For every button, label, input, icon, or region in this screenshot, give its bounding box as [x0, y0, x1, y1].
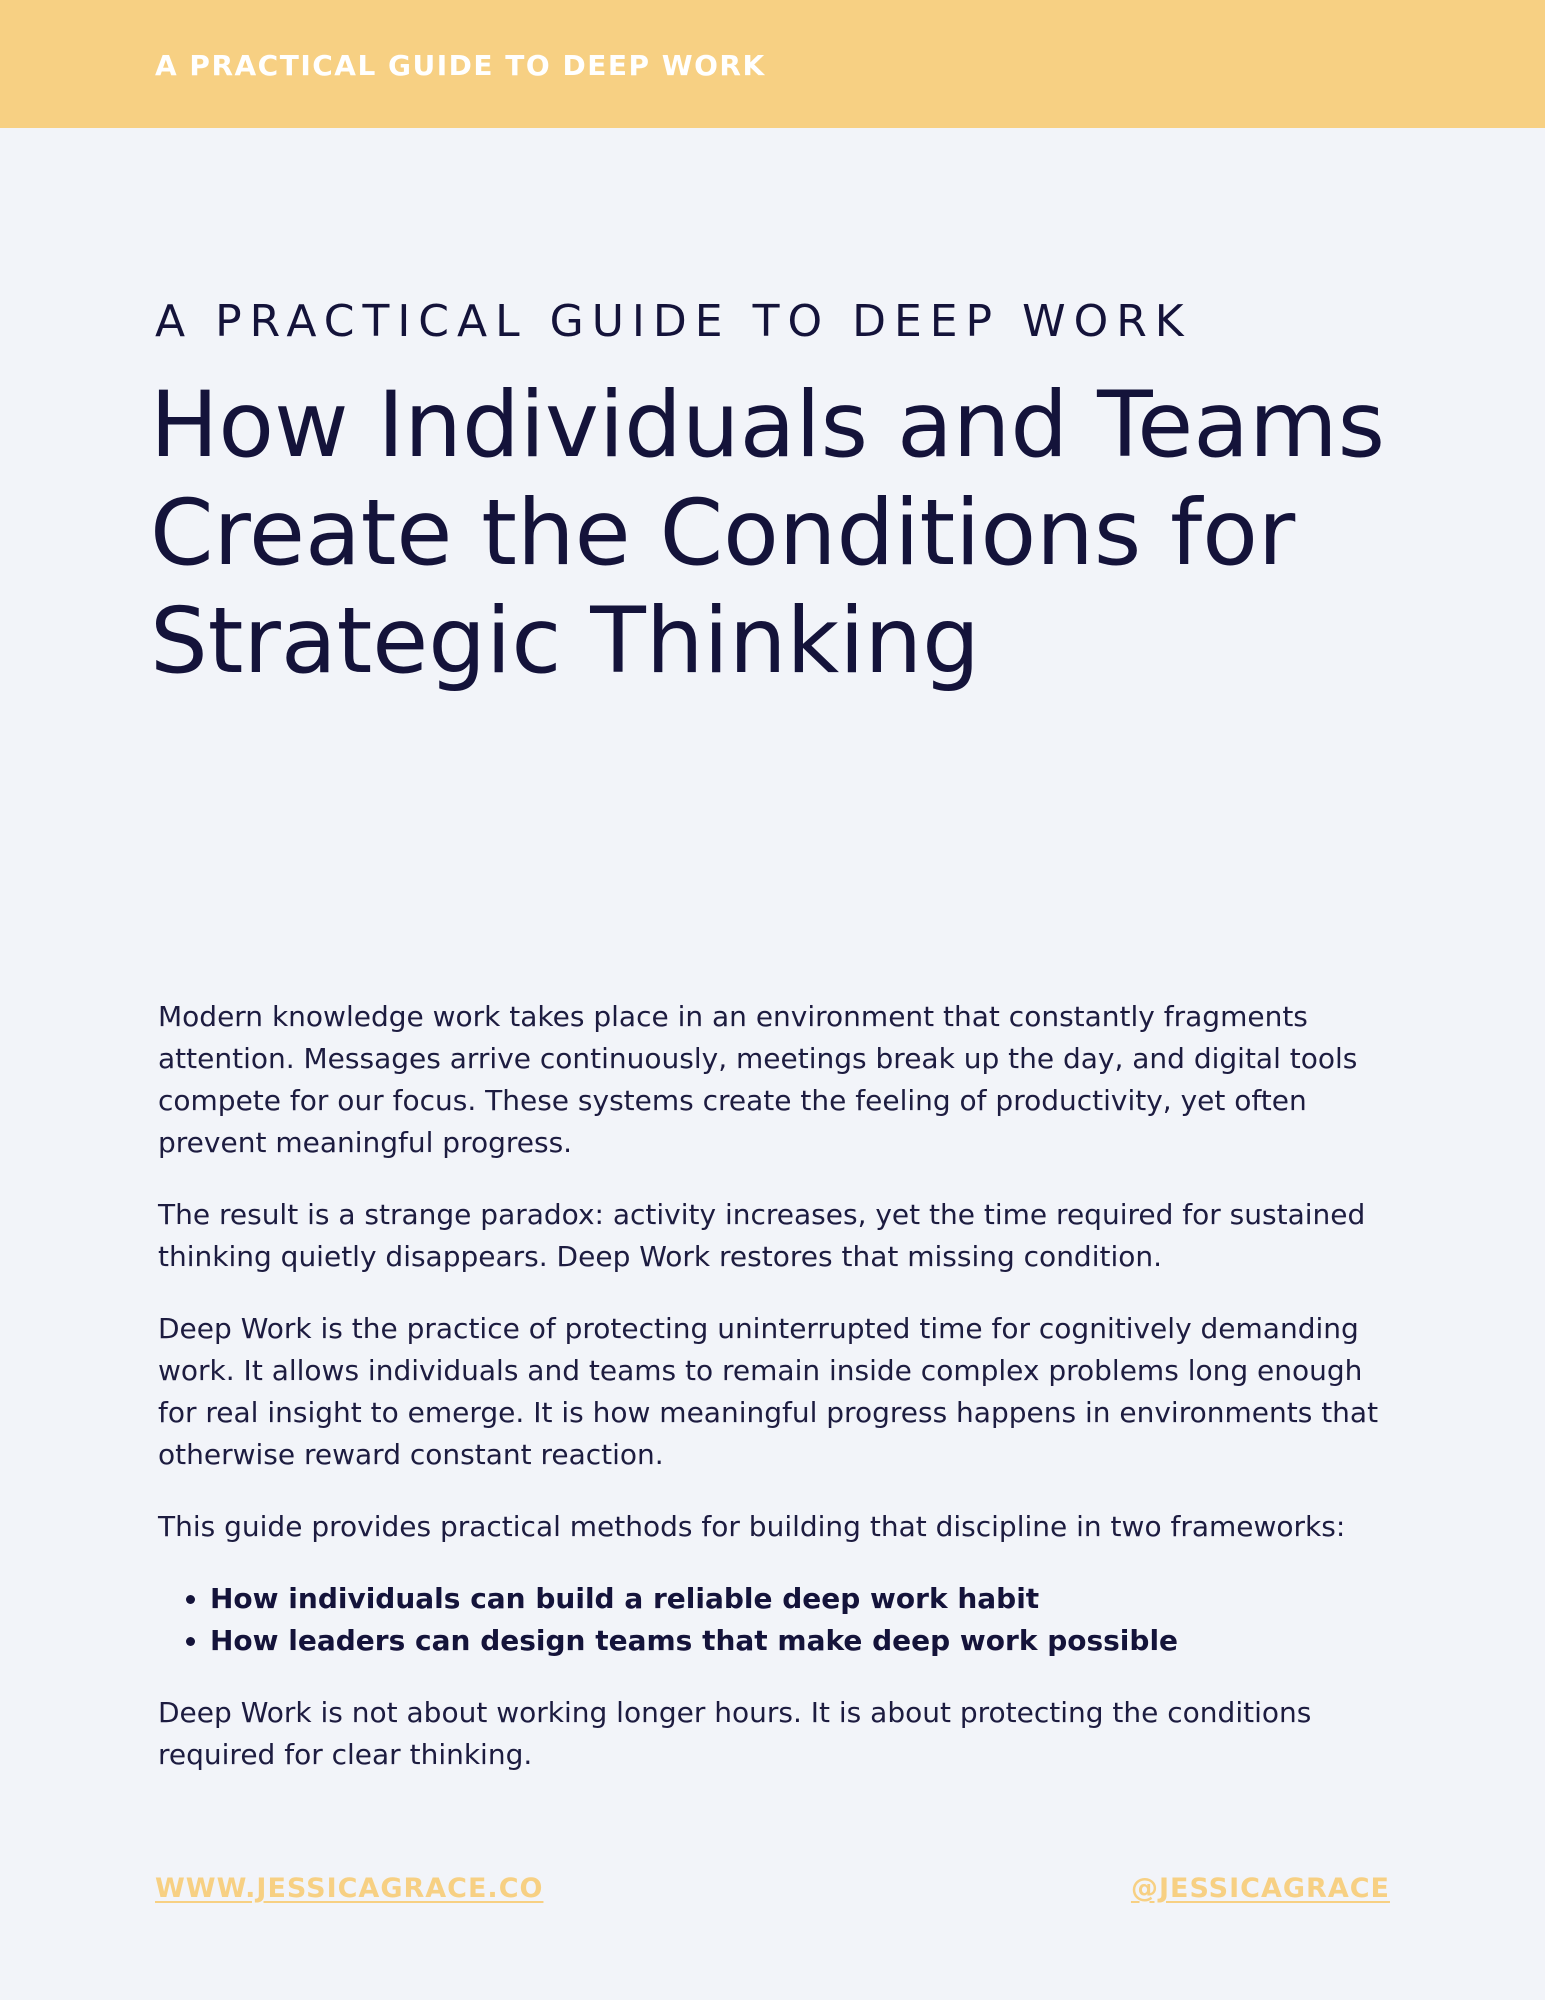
page-title	[150, 372, 1410, 696]
list-item: • How individuals can build a reliable deep work habit	[210, 1578, 1408, 1620]
closing-paragraph: Deep Work is not about working longer hours. It is about protecting the conditions required for clear thinking.	[158, 1696, 1312, 1771]
title-line: Strategic Thinking	[150, 589, 980, 694]
title-line: How Individuals and Teams	[150, 373, 1386, 478]
title-line: Create the Conditions for	[150, 481, 1296, 586]
guide-eyebrow: A PRACTICAL GUIDE TO DEEP WORK	[155, 296, 1192, 347]
social-handle-link[interactable]: @JESSICAGRACE	[1130, 1873, 1390, 1904]
intro-paragraph: Modern knowledge work takes place in an environment that constantly fragments attention. Messages arrive continuously, meetings break up the day, and digital tools compete for our focus. These systems create the feeling of productivity, yet often prevent meaningful progress.	[158, 1000, 1358, 1159]
top-banner	[0, 0, 1545, 128]
website-link[interactable]: WWW.JESSICAGRACE.CO	[155, 1873, 544, 1904]
list-item: • How leaders can design teams that make deep work possible	[210, 1620, 1408, 1662]
body-copy	[158, 996, 1408, 1806]
frameworks-list	[158, 1578, 1408, 1662]
banner-title: A PRACTICAL GUIDE TO DEEP WORK	[155, 49, 766, 82]
definition-paragraph: Deep Work is the practice of protecting uninterrupted time for cognitively demanding work. It allows individuals and teams to remain inside complex problems long enough for real insight to emerge. It is how meaningful progress happens in environments that otherwise reward constant reaction.	[158, 1312, 1379, 1471]
frameworks-intro-paragraph: This guide provides practical methods for building that discipline in two frameworks:	[158, 1510, 1346, 1543]
paradox-paragraph: The result is a strange paradox: activity increases, yet the time required for sustained thinking quietly disappears. Deep Work restores that missing condition.	[158, 1198, 1366, 1273]
